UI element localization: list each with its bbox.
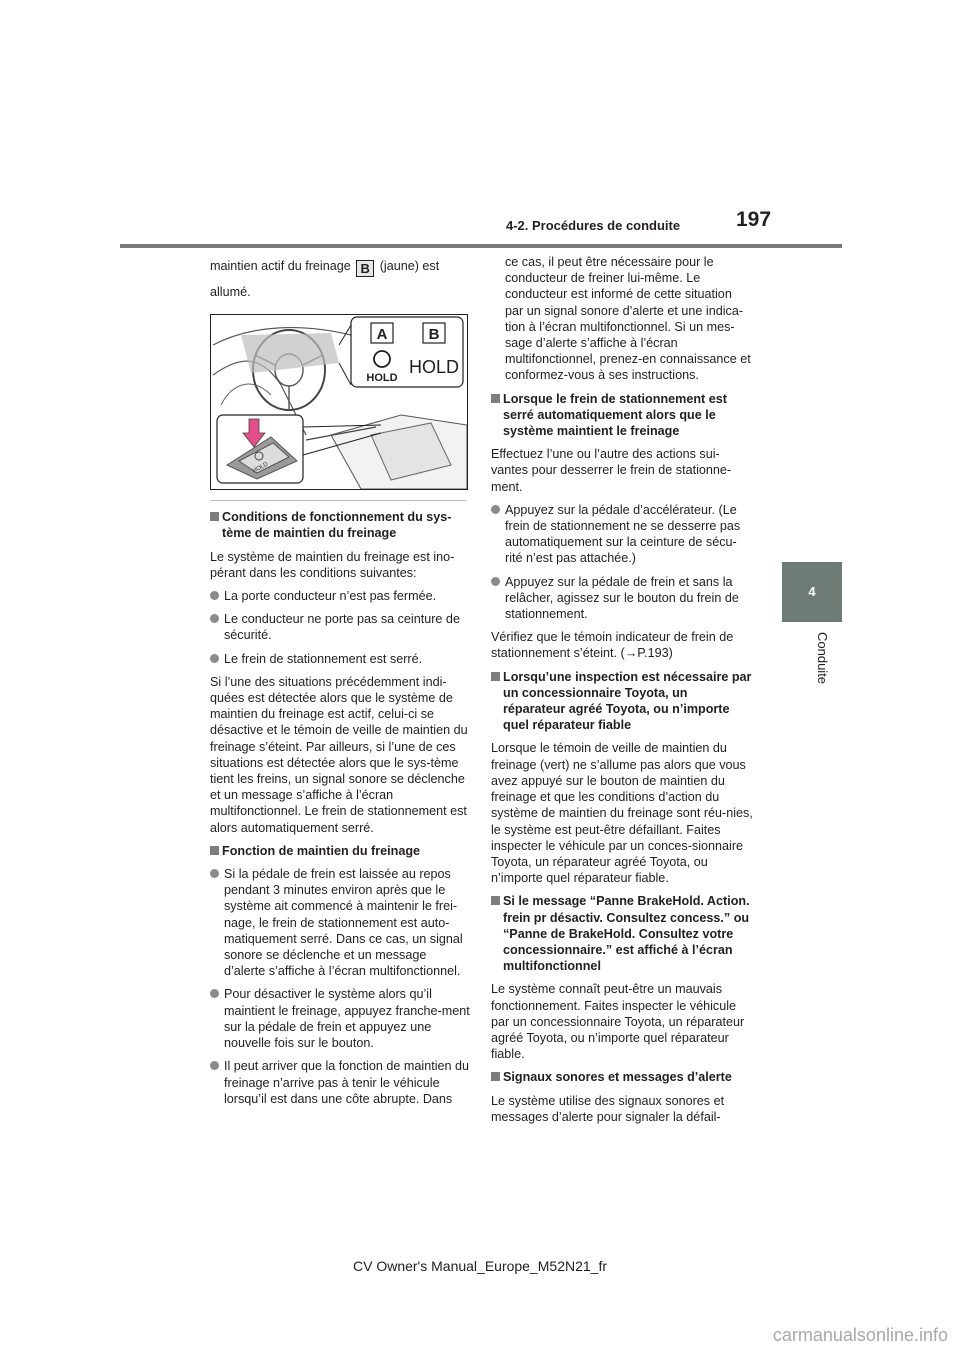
label-b: B [428, 326, 440, 344]
intro-text [210, 258, 470, 277]
paragraph: Le système connaît peut-être un mauvais fonctionnement. Faites inspecter le véhicule par un concessionnaire Toyota, un réparateur agréé Toyota, ou n’importe quel réparateur fiable. [491, 982, 745, 1062]
paragraph: Vérifiez que le témoin indicateur de frein de stationnement s’éteint. (→P.193) [491, 630, 734, 661]
indicator-b-box: B [356, 260, 374, 277]
list-item: La porte conducteur n’est pas fermée. [210, 588, 470, 604]
chapter-label: Conduite [815, 632, 830, 685]
heading-inspection: Lorsqu’une inspection est nécessaire par un concessionnaire Toyota, un réparateur agréé Toyota, ou n’importe quel réparateur fiable [491, 669, 753, 734]
heading-operating-conditions: Conditions de fonctionnement du sys-tème de maintien du freinage [210, 509, 470, 541]
figure-divider [210, 500, 466, 501]
paragraph: ce cas, il peut être nécessaire pour le conducteur de freiner lui-même. Le conducteur est informé de cette situation par un signal sonore d’alerte et une indica-tion à l’écran multifonctionnel. Si un mes-sage d’alerte s’affiche à l’écran multifonctionnel, prenez-en connaissance et conformez-vous à ses instructions. [505, 255, 751, 383]
right-column [491, 254, 753, 1132]
intro-text-end: allumé. [210, 285, 251, 299]
hold-indicator-text-b: HOLD [408, 357, 460, 378]
left-column [210, 258, 470, 1114]
paragraph: Effectuez l’une ou l’autre des actions sui-vantes pour desserrer le frein de stationne-ment. [491, 447, 732, 494]
label-a: A [376, 326, 388, 344]
page-number: 197 [736, 208, 772, 231]
dashboard-drawing [211, 315, 467, 489]
list-item: Appuyez sur la pédale d’accélérateur. (Le frein de stationnement ne se desserre pas automatiquement sur la ceinture de sécu-rité n’est pas attachée.) [491, 502, 753, 567]
list-item: Pour désactiver le système alors qu’il maintient le freinage, appuyez franche-ment sur la pédale de frein et appuyez une nouvelle fois sur le bouton. [210, 986, 470, 1051]
section-title: 4-2. Procédures de conduite [506, 218, 681, 233]
watermark: carmanualsonline.info [772, 1325, 948, 1345]
intro-text-part: maintien actif du freinage [210, 259, 351, 273]
list-item: Il peut arriver que la fonction de maintien du freinage n’arrive pas à tenir le véhicule lorsqu’il est dans une côte abrupte. Dans [210, 1058, 470, 1107]
paragraph: Le système de maintien du freinage est ino-pérant dans les conditions suivantes: [210, 549, 455, 580]
paragraph: Lorsque le témoin de veille de maintien du freinage (vert) ne s’allume pas alors que vous avez appuyé sur le bouton de maintien du freinage et que les conditions d’action du système de maintien du freinage sont réu-nies, le système est peut-être défaillant. Faites inspecter le véhicule par un conces-sionnaire Toyota, un réparateur agréé Toyota, ou n’importe quel réparateur fiable. [491, 741, 753, 886]
intro-text-part: (jaune) est [379, 259, 440, 273]
list-item: Appuyez sur la pédale de frein et sans la relâcher, agissez sur le bouton du frein de stationnement. [491, 574, 753, 623]
heading-auto-parking-brake: Lorsque le frein de stationnement est serré automatiquement alors que le système maintient le freinage [491, 391, 753, 440]
paragraph: Le système utilise des signaux sonores et messages d’alerte pour signaler la défail- [491, 1093, 725, 1124]
paragraph: Si l’une des situations précédemment indi-quées est détectée alors que le système de maintien du freinage est actif, celui-ci se désactive et le témoin de veille de maintien du freinage s’éteint. Par ailleurs, si l’une de ces situations est détectée alors que le sys-tème tient les freins, un signal sonore se déclenche et un message s’affiche à l’écran multifonctionnel. Le frein de stationnement est alors automatiquement serré. [210, 674, 468, 835]
hold-indicator-text-a: HOLD [366, 372, 398, 385]
heading-failure-message: Si le message “Panne BrakeHold. Action. frein pr désactiv. Consultez concess.” ou “Panne de BrakeHold. Consultez votre concessionnaire.” est affiché à l’écran multifonctionnel [491, 893, 753, 974]
heading-hold-function: Fonction de maintien du freinage [210, 843, 470, 859]
list-item: Si la pédale de frein est laissée au repos pendant 3 minutes environ après que le système ait commencé à maintenir le frei-nage, le frein de stationnement est auto-matiquement serré. Dans ce cas, un signal sonore se déclenche et un message d’alerte s’affiche à l’écran multifonctionnel. [210, 866, 470, 979]
header-rule [120, 244, 842, 248]
dashboard-illustration [210, 314, 468, 490]
list-item: Le frein de stationnement est serré. [210, 651, 470, 667]
footer-text: CV Owner's Manual_Europe_M52N21_fr [352, 1258, 608, 1274]
chapter-tab: 4 [782, 562, 842, 622]
list-item: Le conducteur ne porte pas sa ceinture de sécurité. [210, 611, 470, 643]
hold-button-text: HOLD [251, 461, 270, 475]
heading-buzzers-messages: Signaux sonores et messages d’alerte [491, 1069, 753, 1085]
